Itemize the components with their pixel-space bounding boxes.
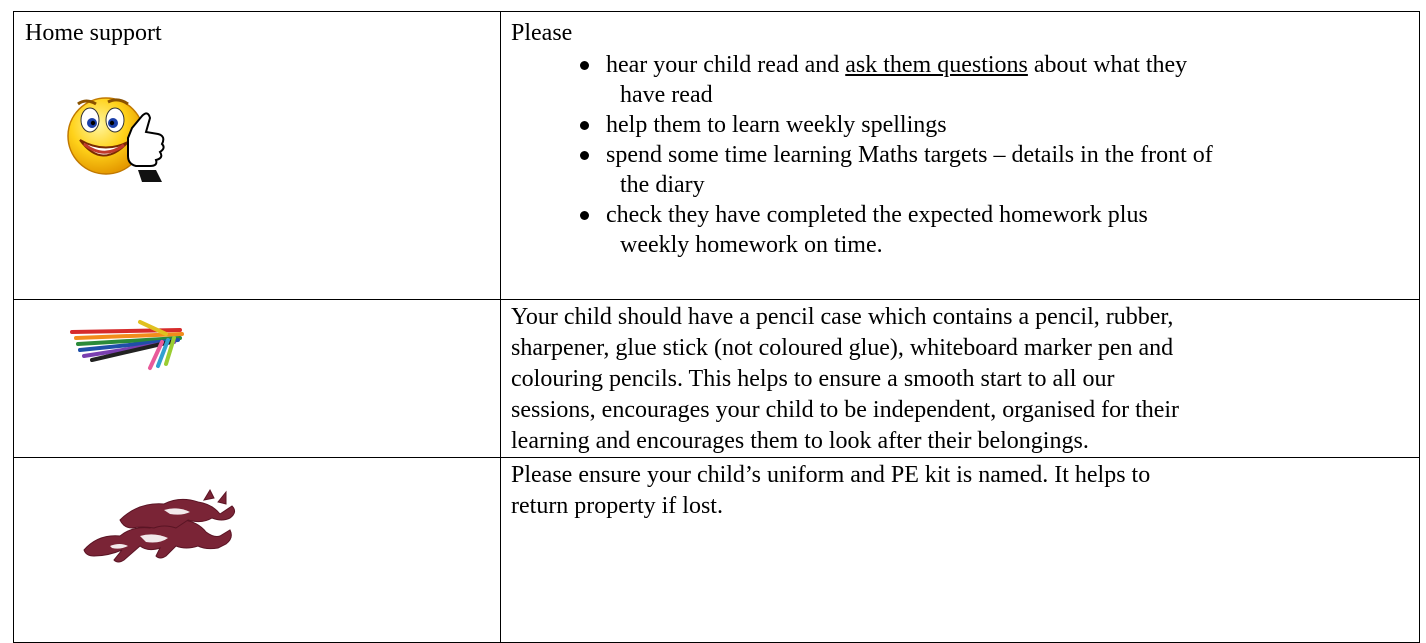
list-item — [580, 50, 1419, 110]
home-support-list — [501, 50, 1419, 260]
list-item-continuation: weekly homework on time. — [620, 232, 883, 258]
home-support-label: Home support — [25, 20, 162, 46]
paragraph-line: return property if lost. — [511, 493, 723, 519]
pencil-case-row — [14, 300, 1420, 458]
paragraph-line: colouring pencils. This helps to ensure a smooth start to all our — [511, 366, 1115, 392]
list-item-text: about what they — [1027, 52, 1188, 78]
list-item-continuation: have read — [620, 82, 713, 108]
list-item-text: check they have completed the expected homework plus — [606, 202, 1148, 228]
uniform-icon-cell — [14, 458, 501, 643]
list-item-underlined-text: ask them questions — [845, 52, 1028, 78]
list-item-text: hear your child read and — [606, 52, 846, 78]
paragraph-line: sharpener, glue stick (not coloured glue), whiteboard marker pen and — [511, 335, 1174, 361]
home-support-intro: Please — [511, 20, 573, 46]
list-item-text: spend some time learning Maths targets – details in the front of — [606, 142, 1213, 168]
list-item-continuation: the diary — [620, 172, 705, 198]
thumbs-up-smiley-icon — [62, 90, 500, 186]
colouring-pencils-icon — [70, 312, 500, 372]
home-support-content-cell — [501, 12, 1420, 300]
pencil-case-icon-cell — [14, 300, 501, 458]
list-item — [580, 110, 1419, 140]
support-table — [13, 11, 1420, 643]
pencil-case-content-cell — [501, 300, 1420, 458]
uniform-content-cell — [501, 458, 1420, 643]
pencil-case-paragraph — [501, 300, 1419, 457]
home-support-row — [14, 12, 1420, 300]
running-bulls-logo-icon — [80, 476, 500, 572]
paragraph-line: Your child should have a pencil case which contains a pencil, rubber, — [511, 304, 1174, 330]
list-item-text: help them to learn weekly spellings — [606, 112, 947, 138]
uniform-row — [14, 458, 1420, 643]
list-item — [580, 200, 1419, 260]
paragraph-line: sessions, encourages your child to be independent, organised for their — [511, 397, 1180, 423]
home-support-label-cell — [14, 12, 501, 300]
paragraph-line: learning and encourages them to look after their belongings. — [511, 428, 1089, 454]
paragraph-line: Please ensure your child’s uniform and PE kit is named. It helps to — [511, 462, 1151, 488]
uniform-paragraph — [501, 458, 1419, 522]
list-item — [580, 140, 1419, 200]
